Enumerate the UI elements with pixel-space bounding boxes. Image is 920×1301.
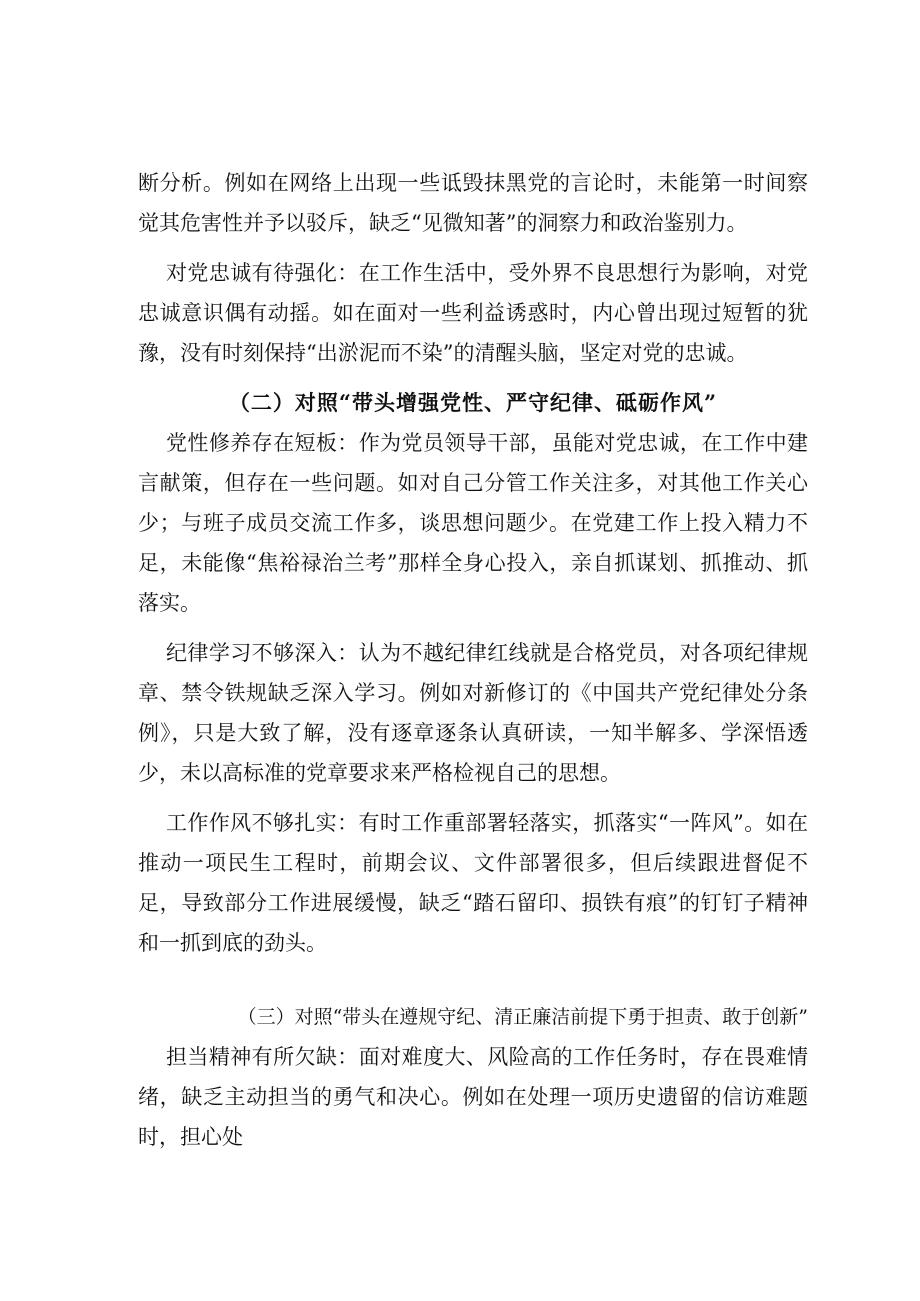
paragraph-responsibility: 担当精神有所欠缺：面对难度大、风险高的工作任务时，存在畏难情绪，缺乏主动担当的勇气和决心。例如在处理一项历史遗留的信访难题时，担心处	[138, 1045, 808, 1149]
section-heading-two: （二）对照“带头增强党性、严守纪律、砥砺作风”	[228, 390, 718, 415]
paragraph-discipline: 纪律学习不够深入：认为不越纪律红线就是合格党员，对各项纪律规章、禁令铁规缺乏深入学习。例如对新修订的《中国共产党纪律处分条例》，只是大致了解，没有逐章逐条认真研读，一知半解多、学深悟透少，未以高标准的党章要求来严格检视自己的思想。	[138, 641, 808, 785]
document-body	[138, 163, 808, 1157]
paragraph-continuation: 断分析。例如在网络上出现一些诋毁抹黑党的言论时，未能第一时间察觉其危害性并予以驳斥，缺乏“见微知著”的洞察力和政治鉴别力。	[138, 171, 808, 235]
paragraph-loyalty: 对党忠诚有待强化：在工作生活中，受外界不良思想行为影响，对党忠诚意识偶有动摇。如在面对一些利益诱惑时，内心曾出现过短暂的犹豫，没有时刻保持“出淤泥而不染”的清醒头脑，坚定对党的忠诚。	[138, 261, 808, 365]
section-heading-three: （三）对照“带头在遵规守纪、清正廉洁前提下勇于担责、敢于创新”	[237, 1006, 808, 1028]
paragraph-work-style: 工作作风不够扎实：有时工作重部署轻落实，抓落实“一阵风”。如在推动一项民生工程时，前期会议、文件部署很多，但后续跟进督促不足，导致部分工作进展缓慢，缺乏“踏石留印、损铁有痕”的钉钉子精神和一抓到底的劲头。	[138, 811, 808, 955]
paragraph-party-spirit: 党性修养存在短板：作为党员领导干部，虽能对党忠诚，在工作中建言献策，但存在一些问题。如对自己分管工作关注多，对其他工作关心少；与班子成员交流工作多，谈思想问题少。在党建工作上投入精力不足，未能像“焦裕禄治兰考”那样全身心投入，亲自抓谋划、抓推动、抓落实。	[138, 431, 808, 615]
